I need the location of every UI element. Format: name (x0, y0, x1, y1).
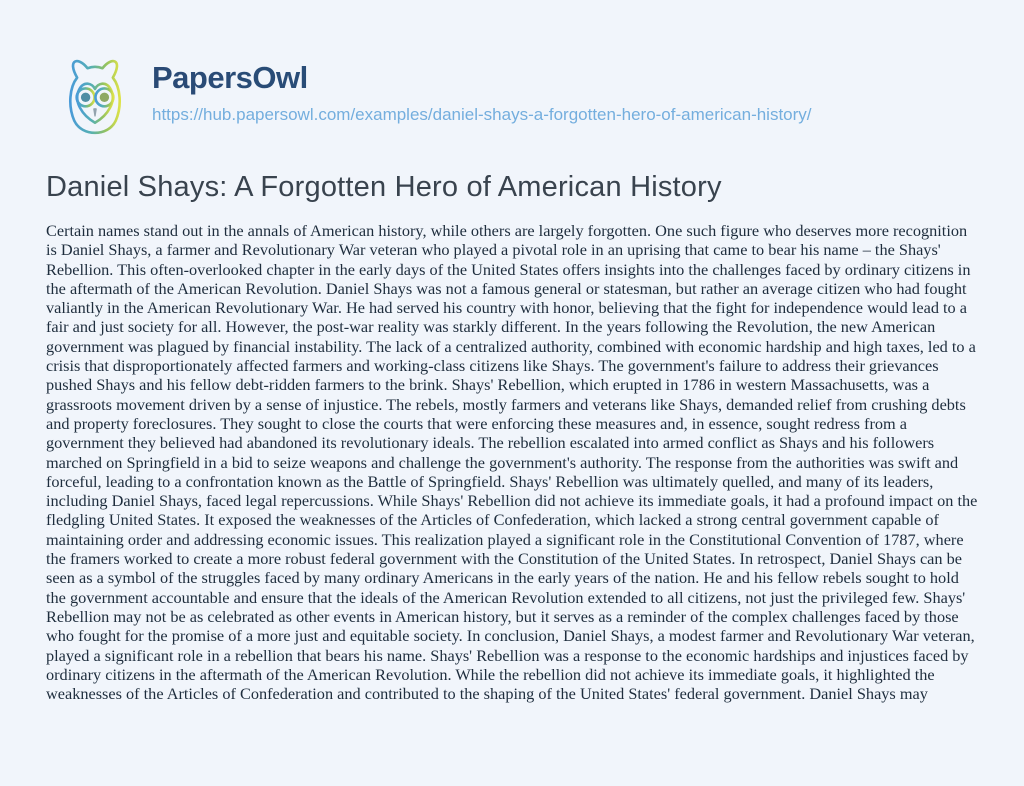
article-body-text: Certain names stand out in the annals of American history, while others are largely forgotten. One such figure who deserves more recognition is Daniel Shays, a farmer and Revolutionary War veteran who played a pivotal role in an uprising that came to bear his name – the Shays' Rebellion. This often-overlooked chapter in the early days of the United States offers insights into the challenges faced by ordinary citizens in the aftermath of the American Revolution. Daniel Shays was not a famous general or statesman, but rather an average citizen who had fought valiantly in the American Revolutionary War. He had served his country with honor, believing that the fight for independence would lead to a fair and just society for all. However, the post-war reality was starkly different. In the years following the Revolution, the new American government was plagued by financial instability. The lack of a centralized authority, combined with economic hardship and high taxes, led to a crisis that disproportionately affected farmers and working-class citizens like Shays. The government's failure to address their grievances pushed Shays and his fellow debt-ridden farmers to the brink. Shays' Rebellion, which erupted in 1786 in western Massachusetts, was a grassroots movement driven by a sense of injustice. The rebels, mostly farmers and veterans like Shays, demanded relief from crushing debts and property foreclosures. They sought to close the courts that were enforcing these measures and, in essence, sought redress from a government they believed had abandoned its revolutionary ideals. The rebellion escalated into armed conflict as Shays and his followers marched on Springfield in a bid to seize weapons and challenge the government's authority. The response from the authorities was swift and forceful, leading to a confrontation known as the Battle of Springfield. Shays' Rebellion was ultimately quelled, and many of its leaders, including Daniel Shays, faced legal repercussions. While Shays' Rebellion did not achieve its immediate goals, it had a profound impact on the fledgling United States. It exposed the weaknesses of the Articles of Confederation, which lacked a strong central government capable of maintaining order and addressing economic issues. This realization played a significant role in the Constitutional Convention of 1787, where the framers worked to create a more robust federal government with the Constitution of the United States. In retrospect, Daniel Shays can be seen as a symbol of the struggles faced by many ordinary Americans in the early years of the nation. He and his fellow rebels sought to hold the government accountable and ensure that the ideals of the American Revolution extended to all citizens, not just the privileged few. Shays' Rebellion may not be as celebrated as other events in American history, but it serves as a reminder of the complex challenges faced by those who fought for the promise of a more just and equitable society. In conclusion, Daniel Shays, a modest farmer and Revolutionary War veteran, played a significant role in a rebellion that bears his name. Shays' Rebellion was a response to the economic hardships and injustices faced by ordinary citizens in the aftermath of the American Revolution. While the rebellion did not achieve its immediate goals, it highlighted the weaknesses of the Articles of Confederation and contributed to the shaping of the United States' federal government. Daniel Shays may (46, 221, 978, 704)
papersowl-owl-logo-icon (48, 54, 142, 152)
site-header (152, 61, 812, 125)
brand-name: PapersOwl (152, 61, 812, 95)
source-url-link[interactable]: https://hub.papersowl.com/examples/daniel-shays-a-forgotten-hero-of-american-history/ (152, 105, 812, 124)
article-title: Daniel Shays: A Forgotten Hero of American History (46, 171, 722, 203)
